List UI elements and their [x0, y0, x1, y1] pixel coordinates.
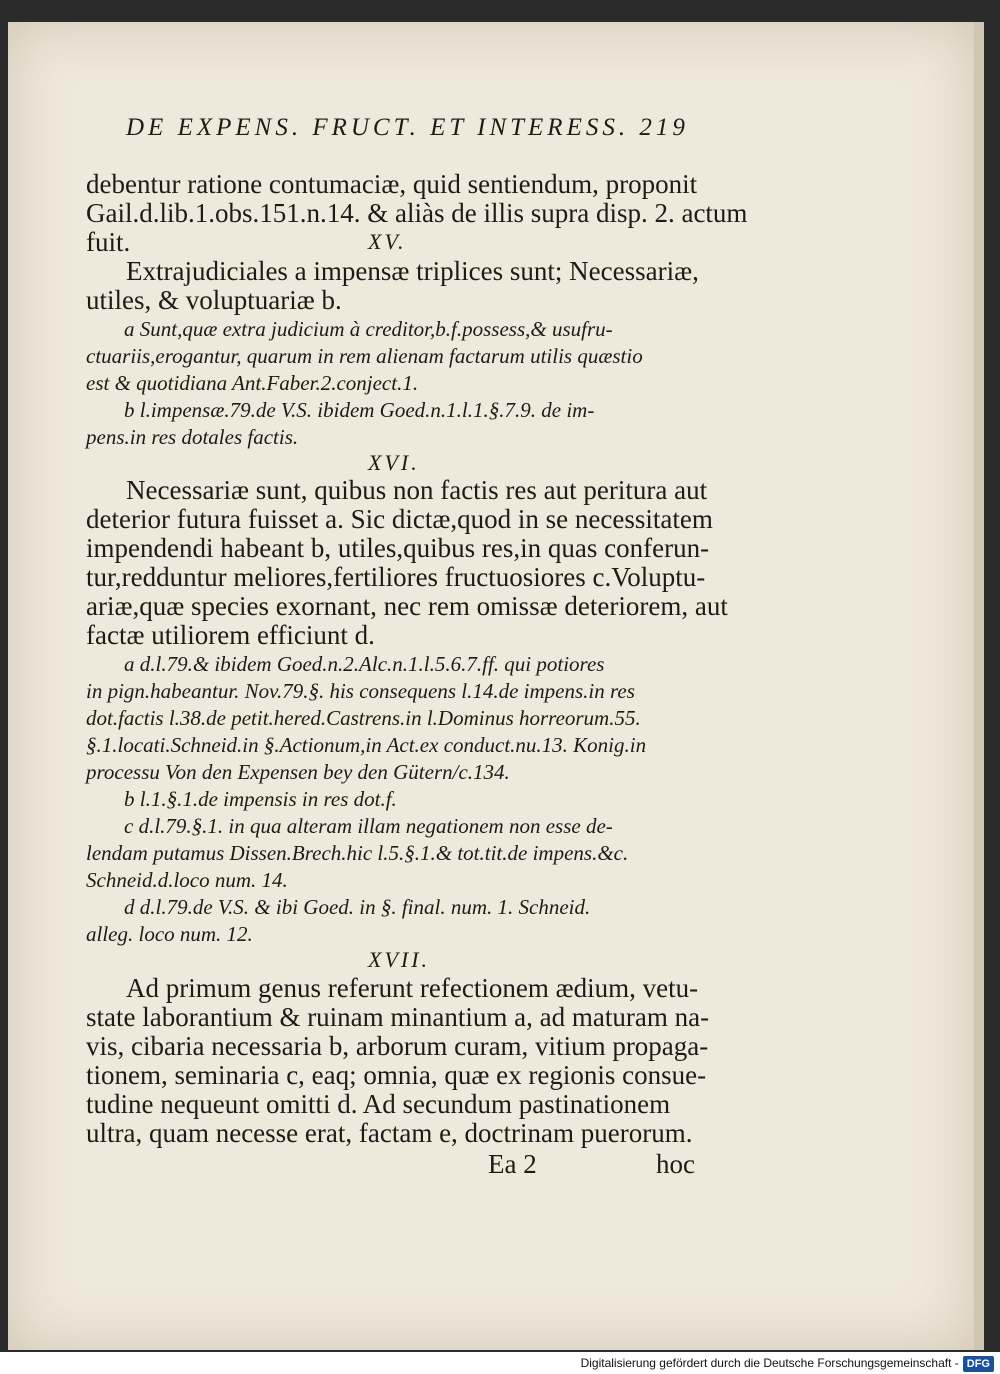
footer-bar — [0, 1352, 1000, 1374]
footnote-line: b l.impensæ.79.de V.S. ibidem Goed.n.1.l.1.§.7.9. de im- — [124, 398, 595, 422]
text-line: impendendi habeant b, utiles,quibus res,in quas conferun- — [86, 533, 710, 563]
footnote-line: pens.in res dotales factis. — [86, 425, 299, 449]
footnote-line: a d.l.79.& ibidem Goed.n.2.Alc.n.1.l.5.6.7.ff. qui potiores — [124, 652, 605, 676]
catchword: hoc — [656, 1149, 695, 1179]
text-line: tionem, seminaria c, eaq; omnia, quæ ex regionis consue- — [86, 1060, 707, 1090]
text-line: factæ utiliorem efficiunt d. — [86, 620, 375, 650]
signature-mark: Ea 2 — [488, 1149, 537, 1179]
text-line: ariæ,quæ species exornant, nec rem omissæ deteriorem, aut — [86, 591, 728, 621]
text-line: Necessariæ sunt, quibus non factis res aut peritura aut — [126, 475, 708, 505]
footnote-line: dot.factis l.38.de petit.hered.Castrens.in l.Dominus horreorum.55. — [86, 706, 641, 730]
footnote-line: b l.1.§.1.de impensis in res dot.f. — [124, 787, 397, 811]
footnote-line: alleg. loco num. 12. — [86, 922, 253, 946]
text-line: Ad primum genus referunt refectionem ædium, vetu- — [126, 973, 699, 1003]
running-head: DE EXPENS. FRUCT. ET INTERESS. 219 — [126, 114, 689, 141]
section-number: XVII. — [368, 947, 431, 972]
text-line: deterior futura fuisset a. Sic dictæ,quod in se necessitatem — [86, 504, 713, 534]
text-line: state laborantium & ruinam minantium a, ad maturam na- — [86, 1002, 710, 1032]
text-line: tudine nequeunt omitti d. Ad secundum pastinationem — [86, 1089, 671, 1119]
section-number: XV. — [368, 229, 407, 254]
text-line: utiles, & voluptuariæ b. — [86, 285, 342, 315]
text-line: vis, cibaria necessaria b, arborum curam, vitium propaga- — [86, 1031, 709, 1061]
text-line: Extrajudiciales a impensæ triplices sunt; Necessariæ, — [126, 256, 699, 286]
scanned-page — [8, 22, 984, 1350]
footnote-line: ctuariis,erogantur, quarum in rem alienam factarum utilis quæstio — [86, 344, 643, 368]
funding-notice: Digitalisierung gefördert durch die Deutsche Forschungsgemeinschaft - — [580, 1356, 959, 1370]
dfg-logo: DFG — [963, 1356, 994, 1372]
footnote-line: d d.l.79.de V.S. & ibi Goed. in §. final. num. 1. Schneid. — [124, 895, 591, 919]
footnote-line: processu Von den Expensen bey den Gütern/c.134. — [86, 760, 510, 784]
footnote-line: lendam putamus Dissen.Brech.hic l.5.§.1.& tot.tit.de impens.&c. — [86, 841, 629, 865]
footnote-line: est & quotidiana Ant.Faber.2.conject.1. — [86, 371, 419, 395]
footnote-line: c d.l.79.§.1. in qua alteram illam negationem non esse de- — [124, 814, 613, 838]
text-line: debentur ratione contumaciæ, quid sentiendum, proponit — [86, 169, 698, 199]
footnote-line: Schneid.d.loco num. 14. — [86, 868, 288, 892]
text-line: Gail.d.lib.1.obs.151.n.14. & aliàs de illis supra disp. 2. actum — [86, 198, 748, 228]
footnote-line: §.1.locati.Schneid.in §.Actionum,in Act.ex conduct.nu.13. Konig.in — [86, 733, 647, 757]
text-line: tur,redduntur meliores,fertiliores fructuosiores c.Voluptu- — [86, 562, 706, 592]
footnote-line: a Sunt,quæ extra judicium à creditor,b.f.possess,& usufru- — [124, 317, 613, 341]
section-number: XVI. — [368, 450, 420, 475]
footnote-line: in pign.habeantur. Nov.79.§. his consequens l.14.de impens.in res — [86, 679, 635, 703]
text-line: ultra, quam necesse erat, factam e, doctrinam puerorum. — [86, 1118, 693, 1148]
text-line: fuit. — [86, 227, 131, 257]
